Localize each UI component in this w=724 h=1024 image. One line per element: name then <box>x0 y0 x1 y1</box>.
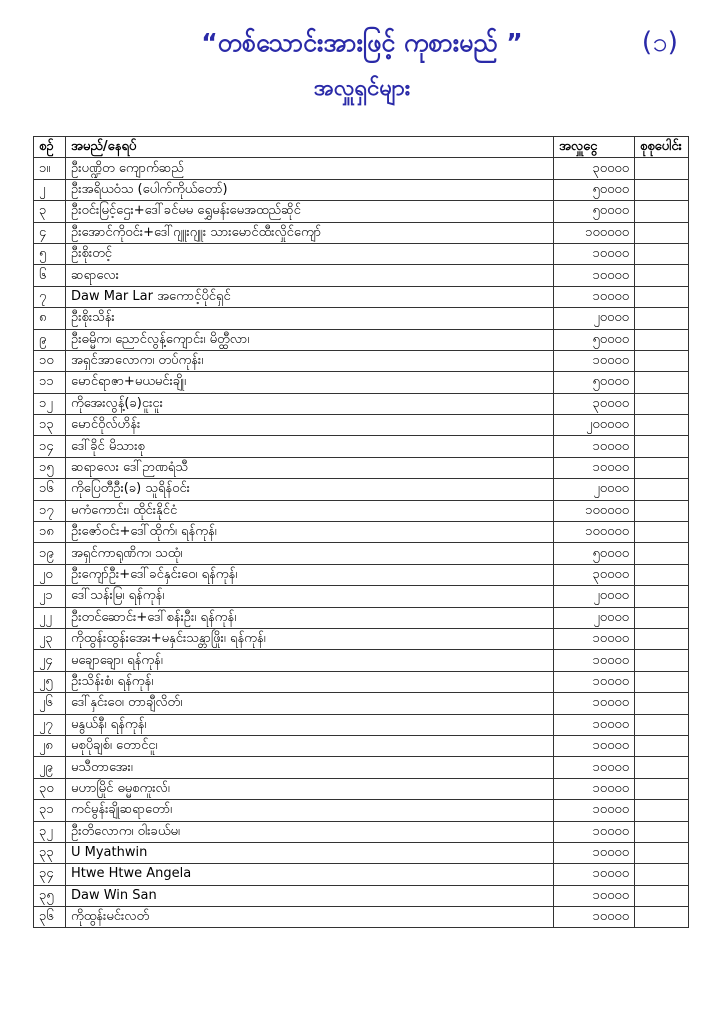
donor-table <box>33 136 689 928</box>
total-cell <box>635 201 689 222</box>
row-number-cell: ၅ <box>34 243 66 264</box>
donation-amount-cell: ၁၀၀၀၀ <box>554 693 635 714</box>
table-row <box>34 350 689 371</box>
table-row <box>34 543 689 564</box>
total-cell <box>635 350 689 371</box>
total-cell <box>635 714 689 735</box>
row-number-cell: ၁၈ <box>34 522 66 543</box>
total-cell <box>635 179 689 200</box>
donor-name-cell: မသီတာအေး၊ <box>66 757 554 778</box>
total-cell <box>635 842 689 863</box>
donor-name-cell: ကိုထွန်းထွန်းအေး+မနှင်းသန္တာဖြိုး၊ ရန်ကုန်၊ <box>66 628 554 649</box>
donation-amount-cell: ၂၀၀၀၀ <box>554 586 635 607</box>
table-row <box>34 800 689 821</box>
row-number-cell: ၆ <box>34 265 66 286</box>
row-number-cell: ၂၁ <box>34 586 66 607</box>
total-cell <box>635 372 689 393</box>
total-cell <box>635 778 689 799</box>
donation-amount-cell: ၁၀၀၀၀ <box>554 778 635 799</box>
total-cell <box>635 522 689 543</box>
table-row <box>34 201 689 222</box>
donor-name-cell: မဟာမြိုင် ဓမ္မစကူးလ်၊ <box>66 778 554 799</box>
row-number-cell: ၃၂ <box>34 821 66 842</box>
donation-amount-cell: ၁၀၀၀၀ <box>554 243 635 264</box>
table-row <box>34 286 689 307</box>
row-number-cell: ၂၉ <box>34 757 66 778</box>
table-row <box>34 821 689 842</box>
table-header-row <box>34 137 689 158</box>
donation-amount-cell: ၂၀၀၀၀ <box>554 479 635 500</box>
table-row <box>34 372 689 393</box>
row-number-cell: ၇ <box>34 286 66 307</box>
row-number-cell: ၉ <box>34 329 66 350</box>
total-cell <box>635 757 689 778</box>
donation-amount-cell: ၂၀၀၀၀၀ <box>554 415 635 436</box>
donation-amount-cell: ၁၀၀၀၀ <box>554 757 635 778</box>
total-cell <box>635 329 689 350</box>
row-number-cell: ၃၀ <box>34 778 66 799</box>
donor-name-cell: ဒေါ်ခိုင် မိသားစု <box>66 436 554 457</box>
donation-amount-cell: ၁၀၀၀၀ <box>554 842 635 863</box>
donation-amount-cell: ၅၀၀၀၀ <box>554 329 635 350</box>
total-cell <box>635 907 689 928</box>
donation-amount-cell: ၂၀၀၀၀ <box>554 607 635 628</box>
donor-name-cell: ကင်မွန်းချိုဆရာတော်၊ <box>66 800 554 821</box>
total-cell <box>635 222 689 243</box>
table-row <box>34 158 689 179</box>
total-cell <box>635 243 689 264</box>
total-cell <box>635 286 689 307</box>
donor-name-cell: U Myathwin <box>66 842 554 863</box>
donation-amount-cell: ၁၀၀၀၀ <box>554 800 635 821</box>
donor-name-cell: ဦးစိုးသိန်း <box>66 308 554 329</box>
donor-name-cell: ဆရာလေး ဒေါ်ဉာဏရံသီ <box>66 457 554 478</box>
donor-name-cell: ဦးအရိယဝံသ (ပေါက်ကိုယ်တော်) <box>66 179 554 200</box>
row-number-cell: ၁။ <box>34 158 66 179</box>
row-number-cell: ၁၃ <box>34 415 66 436</box>
table-row <box>34 628 689 649</box>
donation-amount-cell: ၁၀၀၀၀ <box>554 650 635 671</box>
column-header-name: အမည်/နေရပ် <box>66 137 554 158</box>
table-row <box>34 329 689 350</box>
donation-amount-cell: ၁၀၀၀၀၀ <box>554 500 635 521</box>
donor-name-cell: ကိုထွန်းမင်းလတ် <box>66 907 554 928</box>
donor-name-cell: ဦးတိလောက၊ ဝါးခယ်မ၊ <box>66 821 554 842</box>
table-row <box>34 885 689 906</box>
total-cell <box>635 885 689 906</box>
table-row <box>34 650 689 671</box>
row-number-cell: ၂၆ <box>34 693 66 714</box>
table-row <box>34 457 689 478</box>
table-row <box>34 522 689 543</box>
table-row <box>34 436 689 457</box>
table-row <box>34 393 689 414</box>
donation-amount-cell: ၁၀၀၀၀ <box>554 714 635 735</box>
row-number-cell: ၂၀ <box>34 564 66 585</box>
donor-name-cell: ဒေါ်နှင်းဝေ၊ တာချီလိတ်၊ <box>66 693 554 714</box>
donor-name-cell: မောင်ဝိုလ်ဟိန်း <box>66 415 554 436</box>
total-cell <box>635 671 689 692</box>
table-row <box>34 243 689 264</box>
donation-amount-cell: ၁၀၀၀၀ <box>554 265 635 286</box>
row-number-cell: ၄ <box>34 222 66 243</box>
donation-amount-cell: ၅၀၀၀၀ <box>554 201 635 222</box>
total-cell <box>635 693 689 714</box>
donor-name-cell: အရှင်အာလောက၊ တပ်ကုန်း၊ <box>66 350 554 371</box>
total-cell <box>635 821 689 842</box>
table-row <box>34 415 689 436</box>
row-number-cell: ၁၅ <box>34 457 66 478</box>
donation-amount-cell: ၁၀၀၀၀ <box>554 907 635 928</box>
row-number-cell: ၁၆ <box>34 479 66 500</box>
donor-name-cell: ဦးအောင်ကိုဝင်း+ဒေါ်ဂျူးဂျူး သားမောင်ထီးလှိုင်ကျော် <box>66 222 554 243</box>
page-number: (၁) <box>641 27 678 58</box>
donor-name-cell: ဆရာလေး <box>66 265 554 286</box>
row-number-cell: ၂ <box>34 179 66 200</box>
table-row <box>34 500 689 521</box>
total-cell <box>635 457 689 478</box>
table-row <box>34 714 689 735</box>
row-number-cell: ၁၂ <box>34 393 66 414</box>
donor-name-cell: အရှင်ကာရုဏိက၊ သထုံ၊ <box>66 543 554 564</box>
total-cell <box>635 308 689 329</box>
donation-amount-cell: ၁၀၀၀၀ <box>554 821 635 842</box>
row-number-cell: ၂၂ <box>34 607 66 628</box>
document-subtitle: အလှူရှင်များ <box>313 76 411 101</box>
row-number-cell: ၃၄ <box>34 864 66 885</box>
donor-name-cell: မကံကောင်း၊ ထိုင်းနိုင်ငံ <box>66 500 554 521</box>
donation-amount-cell: ၃၀၀၀၀ <box>554 564 635 585</box>
donor-name-cell: မနွယ်နီ၊ ရန်ကုန်၊ <box>66 714 554 735</box>
total-cell <box>635 607 689 628</box>
total-cell <box>635 265 689 286</box>
table-row <box>34 586 689 607</box>
row-number-cell: ၁၉ <box>34 543 66 564</box>
row-number-cell: ၂၈ <box>34 735 66 756</box>
donor-name-cell: မချောချော၊ ရန်ကုန်၊ <box>66 650 554 671</box>
donor-name-cell: Daw Win San <box>66 885 554 906</box>
table-row <box>34 265 689 286</box>
column-header-amount: အလှူငွေ <box>554 137 635 158</box>
total-cell <box>635 564 689 585</box>
row-number-cell: ၂၇ <box>34 714 66 735</box>
donor-name-cell: ဦးဝင်းမြင့်ဌေး+ဒေါ်ခင်မမ ရွှေမန်းမေအထည်ဆိုင် <box>66 201 554 222</box>
total-cell <box>635 650 689 671</box>
total-cell <box>635 158 689 179</box>
row-number-cell: ၈ <box>34 308 66 329</box>
donation-amount-cell: ၂၀၀၀၀ <box>554 308 635 329</box>
row-number-cell: ၃၁ <box>34 800 66 821</box>
total-cell <box>635 864 689 885</box>
total-cell <box>635 393 689 414</box>
donor-name-cell: Daw Mar Lar အကောင့်ပိုင်ရှင် <box>66 286 554 307</box>
row-number-cell: ၁၀ <box>34 350 66 371</box>
donor-name-cell: ဦးဓမ္မိက၊ ညောင်လွန့်ကျောင်း၊ မိတ္ထီလာ၊ <box>66 329 554 350</box>
table-row <box>34 735 689 756</box>
row-number-cell: ၁၇ <box>34 500 66 521</box>
table-row <box>34 757 689 778</box>
total-cell <box>635 543 689 564</box>
donor-name-cell: ကိုအေးလွန့်(ခ)ငူးငူး <box>66 393 554 414</box>
donation-amount-cell: ၁၀၀၀၀ <box>554 457 635 478</box>
row-number-cell: ၃၆ <box>34 907 66 928</box>
donation-amount-cell: ၃၀၀၀၀ <box>554 158 635 179</box>
table-row <box>34 778 689 799</box>
donor-table-body <box>34 158 689 928</box>
donation-amount-cell: ၁၀၀၀၀ <box>554 628 635 649</box>
table-row <box>34 907 689 928</box>
donor-name-cell: ဦးပဏ္ဍိတ ကျောက်ဆည် <box>66 158 554 179</box>
donor-name-cell: ဦးဇော်ဝင်း+ဒေါ်ထိုက်၊ ရန်ကုန်၊ <box>66 522 554 543</box>
donation-amount-cell: ၁၀၀၀၀ <box>554 735 635 756</box>
table-row <box>34 308 689 329</box>
donor-name-cell: ဦးတင်ဆောင်း+ဒေါ်စန်းဦး၊ ရန်ကုန်၊ <box>66 607 554 628</box>
column-header-number: စဉ် <box>34 137 66 158</box>
donor-name-cell: ဦးသိန်းစံ၊ ရန်ကုန်၊ <box>66 671 554 692</box>
row-number-cell: ၂၃ <box>34 628 66 649</box>
row-number-cell: ၃၃ <box>34 842 66 863</box>
row-number-cell: ၃၅ <box>34 885 66 906</box>
donor-name-cell: ဦးကျော်ဦး+ဒေါ်ခင်နှင်းဝေ၊ ရန်ကုန်၊ <box>66 564 554 585</box>
table-row <box>34 693 689 714</box>
total-cell <box>635 628 689 649</box>
table-row <box>34 607 689 628</box>
donation-amount-cell: ၁၀၀၀၀၀ <box>554 522 635 543</box>
donation-amount-cell: ၅၀၀၀၀ <box>554 179 635 200</box>
table-row <box>34 479 689 500</box>
table-row <box>34 842 689 863</box>
donor-name-cell: ဦးစိုးတင့် <box>66 243 554 264</box>
total-cell <box>635 500 689 521</box>
donation-amount-cell: ၅၀၀၀၀ <box>554 372 635 393</box>
table-row <box>34 222 689 243</box>
donor-name-cell: မစုပိုချစ်၊ တောင်ငူ၊ <box>66 735 554 756</box>
total-cell <box>635 735 689 756</box>
donor-name-cell: ဒေါ်သန်းမြ၊ ရန်ကုန်၊ <box>66 586 554 607</box>
donation-amount-cell: ၁၀၀၀၀ <box>554 885 635 906</box>
donation-amount-cell: ၁၀၀၀၀ <box>554 350 635 371</box>
total-cell <box>635 479 689 500</box>
total-cell <box>635 415 689 436</box>
document-title: “တစ်သောင်းအားဖြင့် ကုစားမည် ” <box>201 28 523 57</box>
donation-amount-cell: ၁၀၀၀၀ <box>554 436 635 457</box>
donation-amount-cell: ၁၀၀၀၀ <box>554 864 635 885</box>
donation-amount-cell: ၁၀၀၀၀ <box>554 671 635 692</box>
donation-amount-cell: ၁၀၀၀၀၀ <box>554 222 635 243</box>
table-row <box>34 179 689 200</box>
total-cell <box>635 436 689 457</box>
column-header-total: စုစုပေါင်း <box>635 137 689 158</box>
row-number-cell: ၂၅ <box>34 671 66 692</box>
total-cell <box>635 800 689 821</box>
row-number-cell: ၁၁ <box>34 372 66 393</box>
table-row <box>34 564 689 585</box>
donor-name-cell: ကိုပြေတီဦး(ခ) သူရိန်ဝင်း <box>66 479 554 500</box>
row-number-cell: ၃ <box>34 201 66 222</box>
donation-amount-cell: ၁၀၀၀၀ <box>554 286 635 307</box>
donor-name-cell: မောင်ရာဇာ+မယမင်းချို၊ <box>66 372 554 393</box>
donor-name-cell: Htwe Htwe Angela <box>66 864 554 885</box>
row-number-cell: ၂၄ <box>34 650 66 671</box>
row-number-cell: ၁၄ <box>34 436 66 457</box>
table-row <box>34 671 689 692</box>
donation-amount-cell: ၃၀၀၀၀ <box>554 393 635 414</box>
total-cell <box>635 586 689 607</box>
table-row <box>34 864 689 885</box>
donation-amount-cell: ၅၀၀၀၀ <box>554 543 635 564</box>
